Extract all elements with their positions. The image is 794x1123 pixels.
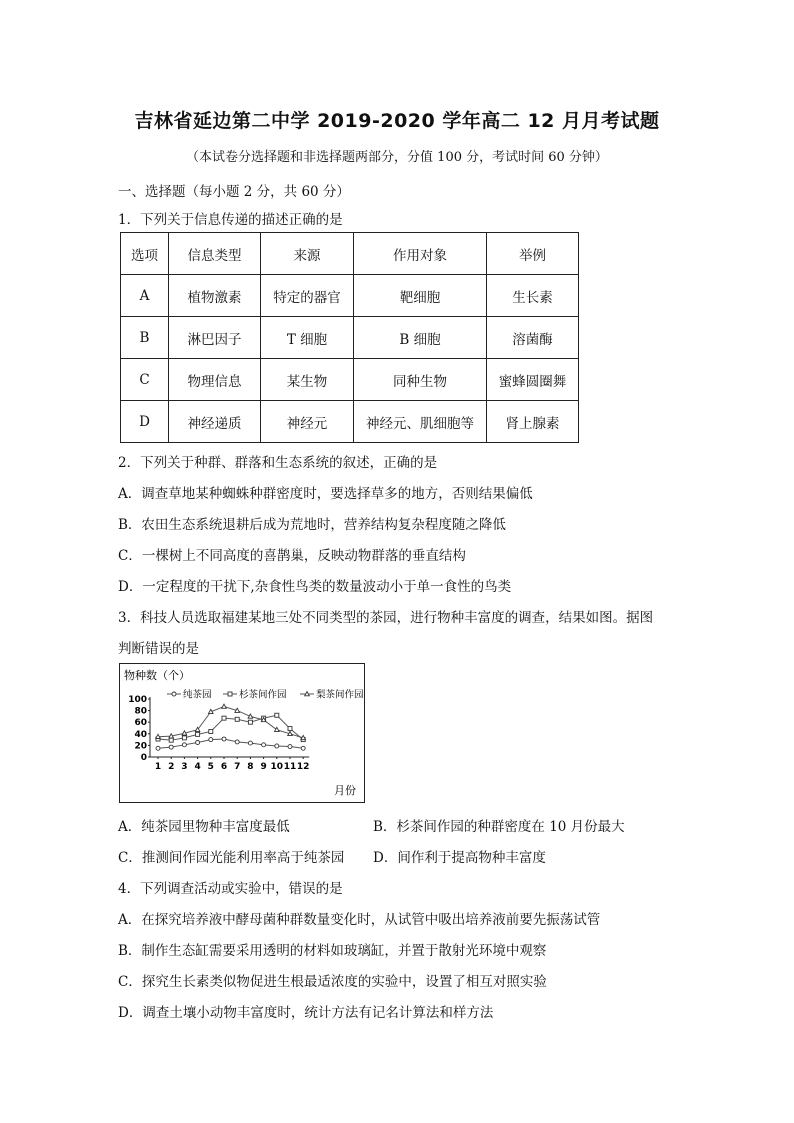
y-tick-label: 60 [134, 718, 147, 729]
data-point [288, 731, 293, 735]
chart-series-group [156, 704, 306, 750]
x-tick-label: 12 [296, 762, 310, 772]
table-cell: 神经递质 [169, 401, 261, 443]
table-header-row [121, 233, 579, 275]
table-row [121, 275, 579, 317]
legend-label: 梨茶间作园 [316, 689, 364, 701]
data-point [222, 704, 227, 708]
exam-title: 吉林省延边第二中学 2019-2020 学年高二 12 月月考试题 [134, 110, 660, 132]
data-point [169, 738, 173, 742]
table-cell: 溶菌酶 [487, 317, 579, 359]
q4-option-b: B．制作生态缸需要采用透明的材料如玻璃缸，并置于散射光环境中观察 [118, 943, 547, 959]
data-point [288, 745, 292, 749]
legend-label: 杉茶间作园 [239, 689, 287, 701]
table-cell: D [121, 401, 169, 443]
species-line-chart [120, 664, 364, 802]
data-point [169, 734, 174, 738]
data-point [169, 745, 173, 749]
chart-axes [128, 695, 309, 772]
y-tick-label: 40 [134, 729, 147, 740]
q1-stem: 1．下列关于信息传递的描述正确的是 [118, 212, 343, 228]
table-cell: 同种生物 [354, 359, 487, 401]
x-tick-label: 3 [181, 762, 188, 772]
q3-stem-line2: 判断错误的是 [118, 641, 199, 657]
data-point [182, 743, 186, 747]
chart-legend [167, 689, 364, 701]
x-tick-label: 10 [270, 762, 284, 772]
table-header-cell: 信息类型 [169, 233, 261, 275]
y-tick-label: 20 [134, 741, 147, 752]
data-point [222, 737, 226, 741]
data-point [209, 738, 213, 742]
table-cell: 物理信息 [169, 359, 261, 401]
q2-option-b: B．农田生态系统退耕后成为荒地时，营养结构复杂程度随之降低 [118, 517, 506, 533]
data-point [301, 735, 306, 739]
q2-stem: 2．下列关于种群、群落和生态系统的叙述，正确的是 [118, 455, 438, 471]
y-tick-label: 0 [140, 753, 147, 763]
table-header-cell: 作用对象 [354, 233, 487, 275]
x-tick-label: 11 [283, 762, 297, 772]
data-point [196, 732, 200, 736]
table-row [121, 317, 579, 359]
table-cell: 植物激素 [169, 275, 261, 317]
q1-table [120, 232, 579, 443]
data-point [182, 731, 187, 735]
q2-option-d: D．一定程度的干扰下,杂食性鸟类的数量波动小于单一食性的鸟类 [118, 579, 512, 595]
table-cell: T 细胞 [261, 317, 354, 359]
chart-title: 物种数（个） [124, 669, 190, 682]
table-header-cell: 举例 [487, 233, 579, 275]
table-cell: 淋巴因子 [169, 317, 261, 359]
table-cell: B 细胞 [354, 317, 487, 359]
series-line [158, 739, 303, 748]
q3-option-c: C．推测间作园光能利用率高于纯茶园 [118, 850, 345, 866]
data-point [228, 692, 232, 696]
legend-label: 纯茶园 [183, 689, 212, 701]
table-cell: 神经元 [261, 401, 354, 443]
data-point [172, 692, 176, 696]
table-cell: 神经元、肌细胞等 [354, 401, 487, 443]
x-tick-label: 8 [247, 762, 254, 772]
q3-stem-line1: 3．科技人员选取福建某地三处不同类型的茶园，进行物种丰富度的调查，结果如图。据图 [118, 610, 654, 626]
x-tick-label: 9 [260, 762, 267, 772]
data-point [222, 716, 226, 720]
q2-option-c: C．一棵树上不同高度的喜鹊巢，反映动物群落的垂直结构 [118, 548, 466, 564]
y-tick-label: 100 [128, 695, 147, 705]
data-point [156, 746, 160, 750]
data-point [248, 714, 253, 718]
table-cell: 肾上腺素 [487, 401, 579, 443]
table-cell: 靶细胞 [354, 275, 487, 317]
data-point [288, 727, 292, 731]
data-point [196, 741, 200, 745]
data-point [248, 741, 252, 745]
q4-option-c: C．探究生长素类似物促进生根最适浓度的实验中，设置了相互对照实验 [118, 974, 547, 990]
data-point [209, 709, 214, 713]
exam-subtitle: （本试卷分选择题和非选择题两部分，分值 100 分，考试时间 60 分钟） [186, 150, 608, 165]
q2-option-a: A．调查草地某种蜘蛛种群密度时，要选择草多的地方，否则结果偏低 [118, 486, 533, 502]
x-tick-label: 2 [168, 762, 175, 772]
data-point [235, 717, 239, 721]
data-point [262, 743, 266, 747]
species-chart [119, 663, 365, 803]
table-cell: 生长素 [487, 275, 579, 317]
q3-option-d: D．间作利于提高物种丰富度 [373, 850, 546, 866]
data-point [235, 740, 239, 744]
table-cell: A [121, 275, 169, 317]
table-cell: 特定的器官 [261, 275, 354, 317]
table-cell: 某生物 [261, 359, 354, 401]
q4-option-a: A．在探究培养液中酵母菌种群数量变化时，从试管中吸出培养液前要先振荡试管 [118, 912, 601, 928]
section-heading: 一、选择题（每小题 2 分，共 60 分） [118, 184, 350, 200]
data-point [182, 736, 186, 740]
table-row [121, 359, 579, 401]
x-tick-label: 5 [207, 762, 214, 772]
q3-option-b: B．杉茶间作园的种群密度在 10 月份最大 [373, 819, 625, 835]
table-header-cell: 来源 [261, 233, 354, 275]
data-point [156, 734, 161, 738]
table-row [121, 401, 579, 443]
table-header-cell: 选项 [121, 233, 169, 275]
data-point [275, 744, 279, 748]
chart-xlabel: 月份 [334, 784, 356, 797]
data-point [301, 746, 305, 750]
x-tick-label: 7 [234, 762, 241, 772]
series-line [158, 715, 303, 740]
x-tick-label: 4 [194, 762, 201, 772]
series-line [158, 707, 303, 738]
data-point [275, 713, 279, 717]
y-tick-label: 80 [134, 706, 147, 717]
q4-option-d: D．调查土壤小动物丰富度时，统计方法有记名计算法和样方法 [118, 1005, 494, 1021]
data-point [209, 729, 213, 733]
x-tick-label: 1 [154, 762, 162, 772]
x-tick-label: 6 [220, 762, 228, 772]
q3-option-a: A．纯茶园里物种丰富度最低 [118, 819, 290, 835]
q4-stem: 4．下列调查活动或实验中，错误的是 [118, 881, 343, 897]
table-cell: C [121, 359, 169, 401]
data-point [248, 720, 252, 724]
table-cell: B [121, 317, 169, 359]
table-cell: 蜜蜂圆圈舞 [487, 359, 579, 401]
data-point [305, 692, 310, 696]
data-point [235, 708, 240, 712]
